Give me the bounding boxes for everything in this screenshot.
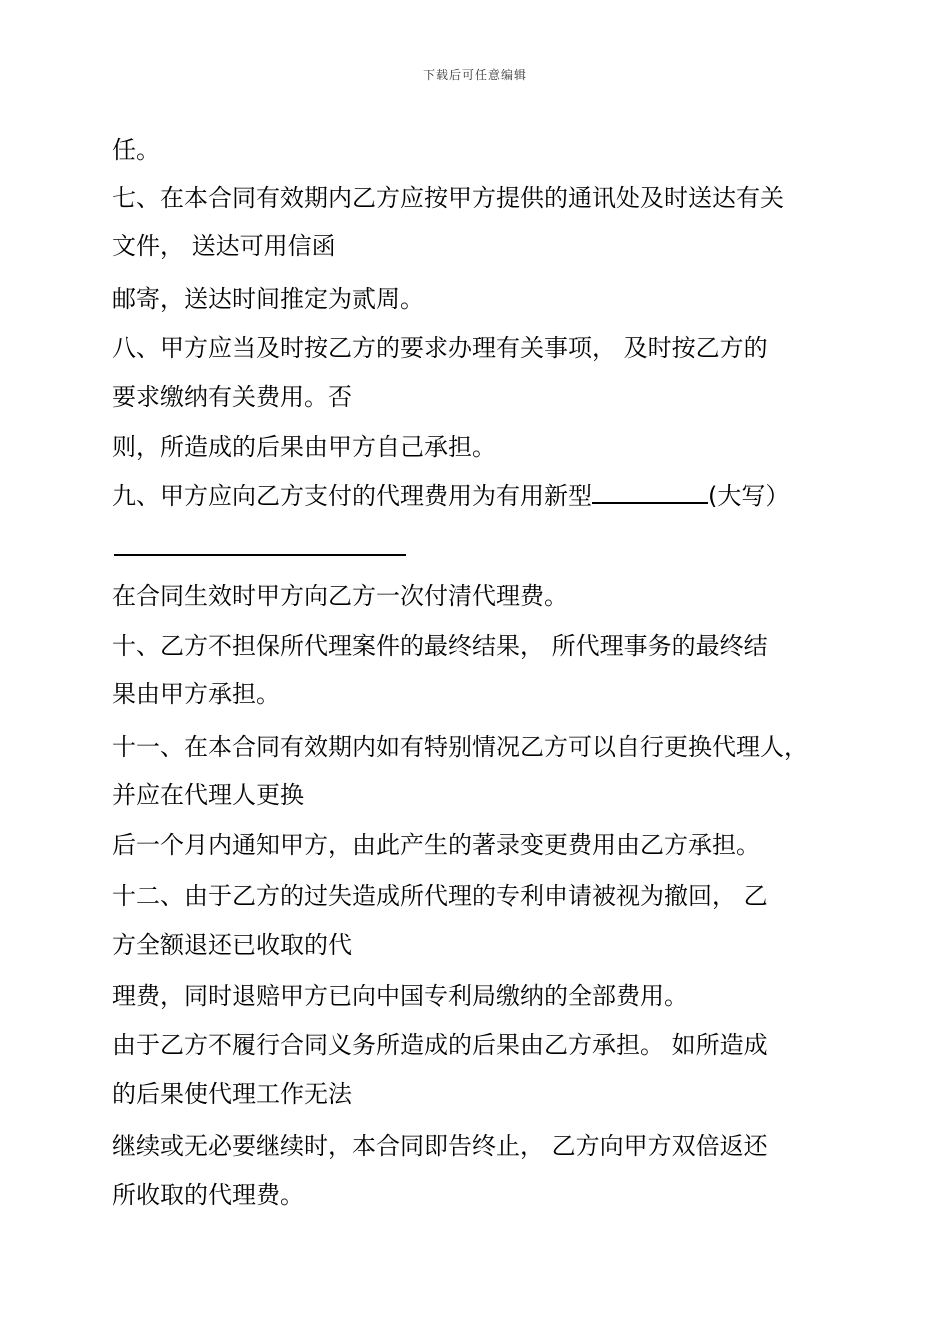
clause-8-line-2: 要求缴纳有关费用。否 bbox=[112, 383, 352, 411]
liability-line-1: 由于乙方不履行合同义务所造成的后果由乙方承担。 如所造成 bbox=[112, 1031, 768, 1059]
clause-7-line-3: 邮寄，送达时间推定为贰周。 bbox=[112, 285, 424, 313]
line-ren: 任。 bbox=[112, 136, 160, 164]
clause-10-line-1: 十、乙方不担保所代理案件的最终结果， 所代理事务的最终结 bbox=[112, 632, 768, 660]
clause-9-text: 九、甲方应向乙方支付的代理费用为有用新型 bbox=[112, 482, 592, 510]
payment-line: 在合同生效时甲方向乙方一次付清代理费。 bbox=[112, 582, 568, 610]
clause-7-line-2: 文件， 送达可用信函 bbox=[112, 232, 336, 260]
liability-line-2: 的后果使代理工作无法 bbox=[112, 1080, 352, 1108]
liability-line-3: 继续或无必要继续时，本合同即告终止， 乙方向甲方双倍返还 bbox=[112, 1132, 768, 1160]
clause-11-line-3: 后一个月内通知甲方，由此产生的著录变更费用由乙方承担。 bbox=[112, 831, 760, 859]
fee-blank bbox=[592, 480, 708, 504]
clause-8-line-1: 八、甲方应当及时按乙方的要求办理有关事项， 及时按乙方的 bbox=[112, 334, 768, 362]
clause-9-capital-label: (大写） bbox=[708, 482, 790, 510]
clause-7-line-1: 七、在本合同有效期内乙方应按甲方提供的通讯处及时送达有关 bbox=[112, 184, 784, 212]
clause-12-line-1: 十二、由于乙方的过失造成所代理的专利申请被视为撤回， 乙 bbox=[112, 882, 768, 910]
liability-line-4: 所收取的代理费。 bbox=[112, 1181, 304, 1209]
clause-12-line-2: 方全额退还已收取的代 bbox=[112, 931, 352, 959]
long-fill-in-blank bbox=[114, 554, 406, 556]
clause-9-line-1 bbox=[112, 480, 789, 512]
clause-12-line-3: 理费，同时退赔甲方已向中国专利局缴纳的全部费用。 bbox=[112, 982, 688, 1010]
clause-11-line-1: 十一、在本合同有效期内如有特别情况乙方可以自行更换代理人， bbox=[112, 733, 808, 761]
page-header: 下载后可任意编辑 bbox=[422, 68, 527, 82]
clause-10-line-2: 果由甲方承担。 bbox=[112, 680, 280, 708]
clause-11-line-2: 并应在代理人更换 bbox=[112, 781, 304, 809]
clause-8-line-3: 则，所造成的后果由甲方自己承担。 bbox=[112, 433, 496, 461]
